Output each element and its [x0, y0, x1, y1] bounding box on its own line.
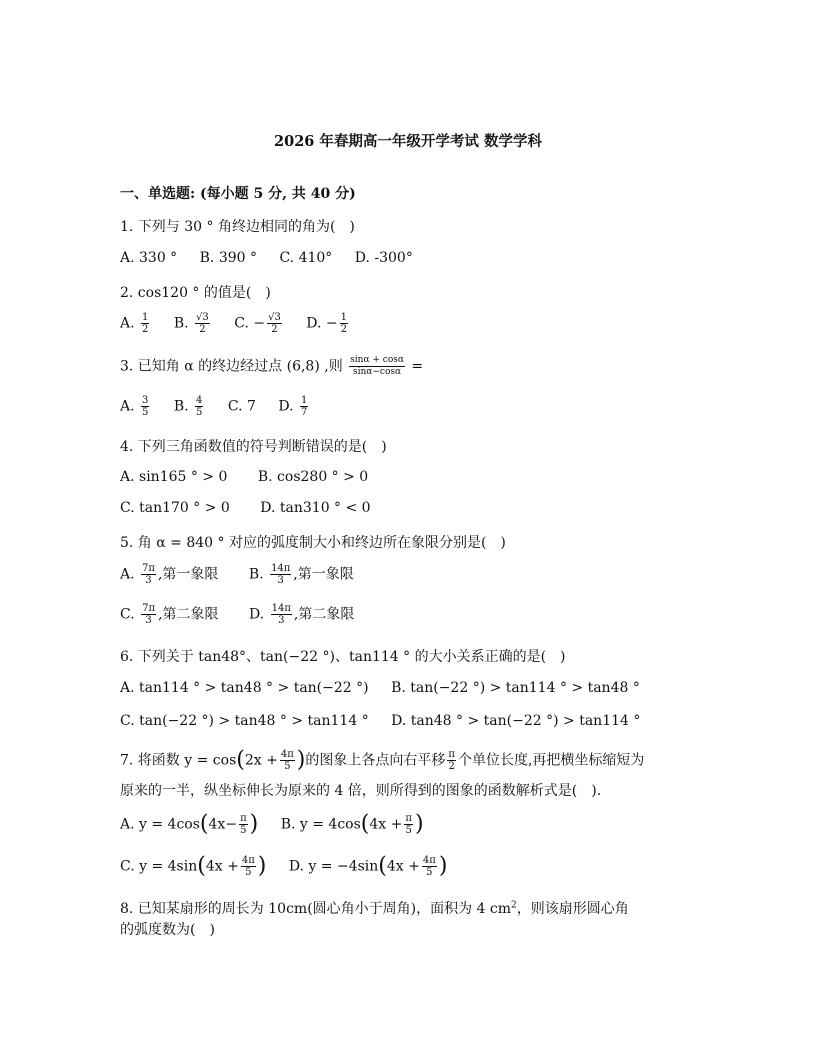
option-b: B. y = 4cos: [280, 816, 361, 833]
option-c: C. tan170 ° > 0: [120, 500, 230, 516]
fraction: $\frac{4\pi}{5}$: [422, 855, 436, 878]
option-d: D. −: [306, 315, 338, 332]
question-8-stem-line-2: 的弧度数为( ): [120, 922, 215, 938]
question-2-options: [120, 312, 350, 335]
option-d: D.: [278, 398, 294, 415]
option-b: B. tan(−22 °) > tan114 ° > tan48 °: [391, 680, 640, 696]
fraction: $\frac{\pi}{5}$: [405, 813, 412, 836]
option-a: A.: [120, 315, 135, 332]
option-a: A.: [120, 566, 135, 583]
option-a: A. tan114 ° > tan48 ° > tan(−22 °): [120, 680, 369, 696]
question-3-options: [120, 395, 310, 418]
question-6-options-2: [120, 713, 640, 729]
question-7-stem-line-1: 7. 将函数 y = cos(2x + $\frac{4\pi}{5}$ )的图象上各点向右平移 $\frac{\pi}{2}$ 个单位长度,再把横坐标缩短为: [120, 747, 645, 773]
question-4-stem: 4. 下列三角函数值的符号判断错误的是( ): [120, 439, 387, 455]
fraction: $\frac{\pi}{5}$: [240, 813, 247, 836]
option-b: B. 390 °: [199, 250, 258, 266]
option-d: D. y = −4sin: [288, 858, 379, 875]
option-c: C. −: [234, 315, 266, 332]
option-c: C. y = 4sin: [120, 858, 198, 875]
question-1-stem: 1. 下列与 30 ° 角终边相同的角为( ): [120, 219, 355, 235]
option-a: A.: [120, 398, 135, 415]
fraction: $\frac{\pi}{2}$: [448, 749, 455, 772]
question-7-options-2: C. y = 4sin(4x + $\frac{4\pi}{5}$ ) D. y = −4sin(4x + $\frac{4\pi}{5}$ ): [120, 853, 448, 879]
fraction: $\frac{1}{2}$: [340, 312, 347, 335]
fraction: $\frac{√3}{2}$: [196, 312, 209, 335]
fraction: $\frac{14\pi}{3}$: [271, 603, 291, 626]
question-7-options-1: A. y = 4cos(4x− $\frac{\pi}{5}$ ) B. y = 4cos(4x + $\frac{\pi}{5}$ ): [120, 811, 424, 837]
question-5-stem: 5. 角 α = 840 ° 对应的弧度制大小和终边所在象限分别是( ): [120, 535, 506, 551]
question-5-options-2: C. $\frac{7\pi}{3}$ ,第二象限 D. $\frac{14\pi}{3}$ ,第二象限: [120, 603, 355, 626]
option-b: B. cos280 ° > 0: [257, 469, 369, 485]
question-6-options-1: [120, 680, 640, 696]
question-4-options-1: [120, 469, 368, 485]
fraction: $\frac{14\pi}{3}$: [271, 563, 291, 586]
option-a: A. 330 °: [120, 250, 178, 266]
question-6-stem: 6. 下列关于 tan48°、tan(−22 °)、tan114 ° 的大小关系正确的是( ): [120, 649, 566, 665]
option-c: C.: [120, 606, 135, 623]
page-title: 2026 年春期高一年级开学考试 数学学科: [274, 133, 542, 150]
fraction: $\frac{3}{5}$: [142, 395, 149, 418]
option-d: D. tan48 ° > tan(−22 °) > tan114 °: [391, 713, 641, 729]
fraction: $\frac{1}{2}$: [142, 312, 149, 335]
question-1-options: [120, 250, 413, 266]
question-7-stem-line-2: 原来的一半，纵坐标伸长为原来的 4 倍，则所得到的图象的函数解析式是( ).: [120, 783, 602, 799]
fraction: $\frac{√3}{2}$: [268, 312, 281, 335]
option-c: C. 410°: [279, 250, 333, 266]
option-b: B.: [173, 315, 189, 332]
option-d: D. tan310 ° < 0: [260, 500, 371, 516]
question-8-stem-line-1: 8. 已知某扇形的周长为 10cm(圆心角小于周角)，面积为 4 $cm^2$，则该扇形圆心角: [120, 900, 629, 917]
option-a: A. y = 4cos: [120, 816, 200, 833]
question-2-stem: 2. cos120 ° 的值是( ): [120, 285, 271, 301]
fraction: $\frac{4\pi}{5}$: [241, 855, 255, 878]
option-b: B.: [248, 566, 264, 583]
fraction: $\frac{4\pi}{5}$: [280, 749, 294, 772]
question-3-stem: 3. 已知角 α 的终边经过点 (6,8) ,则 $\frac{\sin\alpha + \cos\alpha}{\sin\alpha-\cos\alpha}$ =: [120, 355, 424, 377]
question-5-options-1: A. $\frac{7\pi}{3}$ ,第一象限 B. $\frac{14\pi}{3}$ ,第一象限: [120, 563, 354, 586]
option-c: C. 7: [227, 398, 256, 415]
fraction: $\frac{7\pi}{3}$: [142, 563, 155, 586]
fraction: $\frac{7\pi}{3}$: [142, 603, 156, 626]
option-a: A. sin165 ° > 0: [120, 469, 228, 485]
option-c: C. tan(−22 °) > tan48 ° > tan114 °: [120, 713, 369, 729]
question-4-options-2: [120, 500, 371, 516]
option-d: D.: [248, 606, 265, 623]
fraction: $\frac{\sin\alpha + \cos\alpha}{\sin\alpha-\cos\alpha}$: [350, 355, 404, 377]
section-heading: 一、单选题: (每小题 5 分, 共 40 分): [120, 186, 356, 202]
fraction: $\frac{1}{7}$: [301, 395, 308, 418]
fraction: $\frac{4}{5}$: [196, 395, 203, 418]
option-d: D. -300°: [354, 250, 413, 266]
option-b: B.: [173, 398, 189, 415]
